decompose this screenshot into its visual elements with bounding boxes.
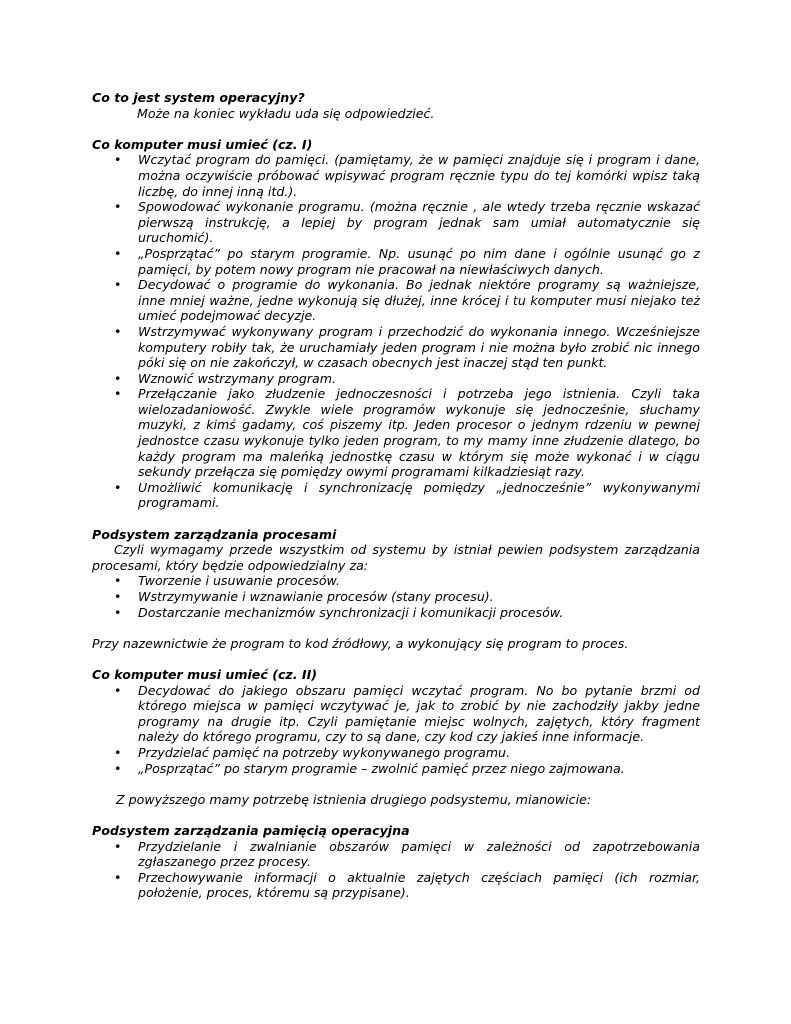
section-heading-computer-part2: Co komputer musi umieć (cz. II) — [92, 666, 318, 682]
list-item: • Wstrzymywanie i wznawianie procesów (stany procesu). — [92, 589, 700, 605]
list-item: • Spowodować wykonanie programu. (można ręcznie , ale wtedy trzeba ręcznie wskazać pierwszą instrukcję, a lepiej by program jednak sam umiał automatycznie się uruchomić). — [92, 199, 700, 246]
section-heading-process-subsystem: Podsystem zarządzania procesami — [92, 526, 337, 542]
list-item: • Dostarczanie mechanizmów synchronizacji i komunikacji procesów. — [92, 605, 700, 621]
section-heading-memory-subsystem: Podsystem zarządzania pamięcią operacyjna — [92, 822, 410, 838]
process-subsystem-list — [92, 573, 700, 620]
list-item: • „Posprzątać” po starym programie. Np. usunąć po nim dane i ogólnie usunąć go z pamięci, by potem nowy program nie pracował na niewłaściwych danych. — [92, 246, 700, 277]
list-item: • Przydzielać pamięć na potrzeby wykonywanego programu. — [92, 745, 700, 761]
list-item: • Wczytać program do pamięci. (pamiętamy, że w pamięci znajduje się i program i dane, można oczywiście próbować wpisywać program ręcznie typu do tej komórki wpisz taką liczbę, do innej inną itd.). — [92, 152, 700, 199]
memory-subsystem-list — [92, 839, 700, 901]
computer-part1-list — [92, 152, 700, 511]
computer-part2-list — [92, 683, 700, 777]
list-item: • Tworzenie i usuwanie procesów. — [92, 573, 700, 589]
process-subsystem-intro: Czyli wymagamy przede wszystkim od systemu by istniał pewien podsystem zarządzania procesami, który będzie odpowiedzialny za: — [92, 542, 700, 573]
list-item: • Przechowywanie informacji o aktualnie zajętych częściach pamięci (ich rozmiar, położenie, proces, któremu są przypisane). — [92, 870, 700, 901]
document-page — [92, 90, 700, 901]
list-item: • „Posprzątać” po starym programie – zwolnić pamięć przez niego zajmowana. — [92, 761, 700, 777]
list-item: • Przydzielanie i zwalnianie obszarów pamięci w zależności od zapotrzebowania zgłaszanego przez procesy. — [92, 839, 700, 870]
second-subsystem-note: Z powyższego mamy potrzebę istnienia drugiego podsystemu, mianowicie: — [116, 791, 592, 807]
list-item: • Wstrzymywać wykonywany program i przechodzić do wykonania innego. Wcześniejsze komputery robiły tak, że uruchamiały jeden program i nie można było zrobić nic innego póki się on nie zakończył, w czasach obecnych jest inaczej stąd ten punkt. — [92, 324, 700, 371]
naming-note: Przy nazewnictwie że program to kod źródłowy, a wykonujący się program to proces. — [92, 635, 629, 651]
list-item: • Wznowić wstrzymany program. — [92, 371, 700, 387]
list-item: • Umożliwić komunikację i synchronizację pomiędzy „jednocześnie” wykonywanymi programami. — [92, 480, 700, 511]
list-item: • Decydować do jakiego obszaru pamięci wczytać program. No bo pytanie brzmi od którego miejsca w pamięci wczytywać je, jak to zrobić by nie zachodziły jakby jedne programy na drugie itp. Czyli pamiętanie miejsc wolnych, zajętych, który fragment należy do którego programu, czy to są dane, czy kod czy jakieś inne informacje. — [92, 683, 700, 745]
section-heading-os: Co to jest system operacyjny? — [92, 90, 305, 105]
list-item: • Decydować o programie do wykonania. Bo jednak niektóre programy są ważniejsze, inne mniej ważne, jedne wykonują się dłużej, inne krócej i tu komputer musi niejako też umieć podejmować decyzje. — [92, 277, 700, 324]
section-heading-computer-part1: Co komputer musi umieć (cz. I) — [92, 136, 313, 152]
intro-line: Może na koniec wykładu uda się odpowiedzieć. — [137, 105, 435, 121]
list-item: • Przełączanie jako złudzenie jednoczesności i potrzeba jego istnienia. Czyli taka wielozadaniowość. Zwykle wiele programów wykonuje się jednocześnie, słuchamy muzyki, z kimś gadamy, coś piszemy itp. Jeden procesor o jednym rdzeniu w pewnej jednostce czasu wykonuje tylko jeden program, to my mamy inne złudzenie dlatego, bo każdy program ma maleńką jednostkę czasu w którym się może wykonać i w ciągu sekundy przełącza się pomiędzy owymi programami kilkadziesiąt razy. — [92, 386, 700, 480]
